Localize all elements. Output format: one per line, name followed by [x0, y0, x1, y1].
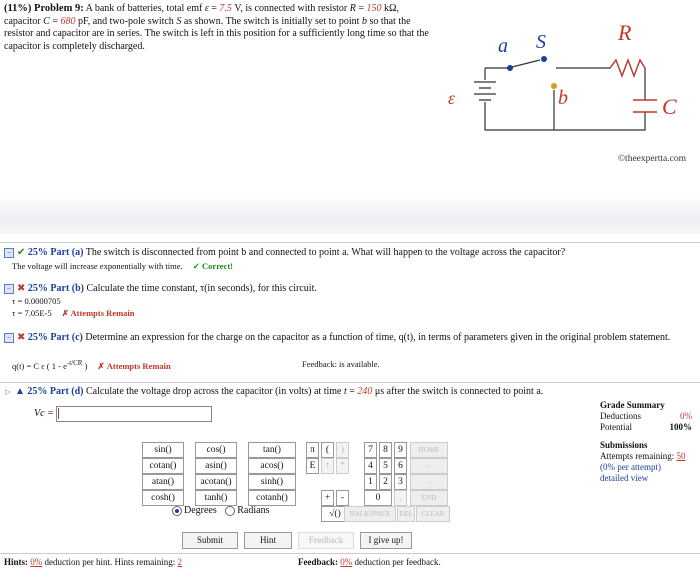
caret-key[interactable]: ↑ [321, 458, 334, 474]
grade-title: Grade Summary [600, 400, 665, 410]
deductions-row: Deductions 0% [600, 411, 692, 421]
end-key[interactable]: END [410, 490, 448, 506]
emf-value: 7.5 [219, 3, 232, 14]
digit-8-key[interactable]: 8 [379, 442, 392, 458]
part-a-question: The switch is disconnected from point b and connected to point a. What will happen to the voltage across the capacitor? [83, 247, 566, 258]
expand-icon[interactable]: − [4, 248, 14, 258]
warning-icon: ▲ [15, 386, 25, 397]
e-key[interactable]: E [306, 458, 319, 474]
part-b [4, 283, 317, 294]
divider [0, 242, 700, 243]
part-d: ▷ ▲ 25% Part (d) Calculate the voltage drop across the capacitor (in volts) at time t = 240 μs after the switch is connected to point a. [5, 386, 544, 397]
cos-button[interactable]: cos() [195, 442, 237, 458]
part-c-feedback[interactable]: Feedback: is available. [302, 359, 380, 369]
tanh-button[interactable]: tanh() [195, 490, 237, 506]
part-b-question: Calculate the time constant, τ(in seconds), for this circuit. [84, 283, 317, 294]
time-value: 240 [357, 386, 373, 397]
part-a-answer: The voltage will increase exponentially with time. [12, 261, 183, 271]
radians-radio[interactable] [225, 506, 235, 516]
sinh-button[interactable]: sinh() [248, 474, 296, 490]
part-a-answer-row [12, 261, 233, 272]
answer-label: Vc = [34, 408, 54, 419]
label-emf: ε [448, 88, 456, 108]
sqrt-key[interactable]: √() [321, 506, 349, 522]
part-c-exponent: -t/CR [66, 359, 83, 367]
part-a-status: ✓ Correct! [192, 261, 234, 271]
fade-band [0, 196, 700, 234]
resistance-value: 150 [366, 3, 382, 14]
cotanh-button[interactable]: cotanh() [248, 490, 296, 506]
expand-icon[interactable]: − [4, 284, 14, 294]
part-c-answer-row: q(t) = C ε ( $1 - e^{-t/CR}$ ) ✗ Attempts Remain [12, 359, 171, 371]
digit-2-key[interactable]: 2 [379, 474, 392, 490]
cosh-button[interactable]: cosh() [142, 490, 184, 506]
text-cursor [58, 408, 59, 419]
potential-row: Potential 100% [600, 422, 692, 432]
plus-key[interactable]: + [321, 490, 334, 506]
decimal-key[interactable]: . [394, 490, 407, 506]
delete-key[interactable]: DEL [397, 506, 415, 522]
pi-key[interactable]: π [306, 442, 319, 458]
cotan-button[interactable]: cotan() [142, 458, 184, 474]
expand-icon[interactable]: − [4, 333, 14, 343]
digit-9-key[interactable]: 9 [394, 442, 407, 458]
submissions-title: Submissions [600, 440, 648, 450]
acotan-button[interactable]: acotan() [195, 474, 237, 490]
digit-5-key[interactable]: 5 [379, 458, 392, 474]
part-d-heading: 25% Part (d) [27, 386, 84, 397]
part-c-question: Determine an expression for the charge on the capacitor as a function of time, q(t), in terms of parameters given in the original problem statement. [82, 332, 671, 343]
sin-button[interactable]: sin() [142, 442, 184, 458]
label-s: S [536, 31, 546, 53]
tan-button[interactable]: tan() [248, 442, 296, 458]
part-b-status: ✗ Attempts Remain [61, 308, 135, 318]
feedback-info: Feedback: 0% deduction per feedback. [298, 557, 441, 567]
hints-info: Hints: 0% deduction per hint. Hints remaining: 2 [4, 557, 182, 567]
part-a [4, 247, 565, 258]
give-up-button[interactable]: I give up! [360, 532, 412, 549]
home-key[interactable]: HOME [410, 442, 448, 458]
part-b-attempt-2-row [12, 308, 135, 319]
part-c-answer: q(t) = C ε ( 1 - e [12, 360, 67, 371]
check-icon: ✔ [17, 247, 26, 258]
lparen-key[interactable]: ( [321, 442, 334, 458]
right-arrow-key[interactable]: → [410, 474, 448, 490]
footer-divider [0, 553, 700, 554]
angle-mode: Degrees Radians [172, 505, 269, 516]
digit-3-key[interactable]: 3 [394, 474, 407, 490]
cross-icon: ✖ [17, 283, 26, 294]
digit-6-key[interactable]: 6 [394, 458, 407, 474]
answer-input[interactable] [56, 406, 212, 422]
backspace-key[interactable]: BACKSPACE [344, 506, 396, 522]
part-a-heading: 25% Part (a) [27, 247, 84, 258]
digit-7-key[interactable]: 7 [364, 442, 377, 458]
atan-button[interactable]: atan() [142, 474, 184, 490]
acos-button[interactable]: acos() [248, 458, 296, 474]
part-b-attempt-1: τ = 0.0000705 [12, 296, 61, 306]
image-credit: ©theexpertta.com [617, 154, 686, 164]
circuit-diagram [440, 10, 690, 158]
hint-button[interactable]: Hint [244, 532, 292, 549]
capacitance-value: 680 [60, 15, 76, 27]
part-b-attempt-2: τ = 7.05E-5 [12, 308, 52, 318]
attempts-row: Attempts remaining: 50 [600, 451, 686, 461]
digit-1-key[interactable]: 1 [364, 474, 377, 490]
feedback-button[interactable]: Feedback [298, 532, 354, 549]
label-b: b [558, 87, 568, 109]
part-c-status: ✗ Attempts Remain [97, 360, 171, 371]
minus-key[interactable]: - [336, 490, 349, 506]
clear-key[interactable]: CLEAR [416, 506, 450, 522]
grade-summary [600, 400, 692, 484]
part-c-heading: 25% Part (c) [27, 332, 83, 343]
detailed-view-link[interactable]: detailed view [600, 473, 649, 483]
degrees-radio[interactable] [172, 506, 182, 516]
label-r: R [618, 20, 632, 45]
cross-icon: ✖ [17, 332, 26, 343]
left-arrow-key[interactable]: ← [410, 458, 448, 474]
problem-heading: (11%) Problem 9: [4, 3, 84, 14]
part-c [4, 332, 694, 344]
collapse-arrow-icon[interactable]: ▷ [5, 387, 11, 396]
node-a [507, 65, 513, 71]
asin-button[interactable]: asin() [195, 458, 237, 474]
submit-button[interactable]: Submit [182, 532, 238, 549]
per-attempt: (0% per attempt) [600, 462, 661, 472]
multiply-key[interactable]: * [336, 458, 349, 474]
problem-statement: (11%) Problem 9: A bank of batteries, total emf ε = 7.5 V, is connected with resistor R = 150 kΩ, capacitor C = 680 pF, and two-pole switch S as shown. The switch is initially set to point b so that the resistor and capacitor are in series. The switch is left in this position for a sufficiently long time so that the capacitor is completely discharged. [4, 3, 429, 52]
digit-0-key[interactable]: 0 [364, 490, 392, 506]
node-b [551, 83, 557, 89]
digit-4-key[interactable]: 4 [364, 458, 377, 474]
part-b-heading: 25% Part (b) [27, 283, 84, 294]
rparen-key[interactable]: ) [336, 442, 349, 458]
label-a: a [498, 35, 508, 57]
label-c: C [662, 94, 677, 119]
